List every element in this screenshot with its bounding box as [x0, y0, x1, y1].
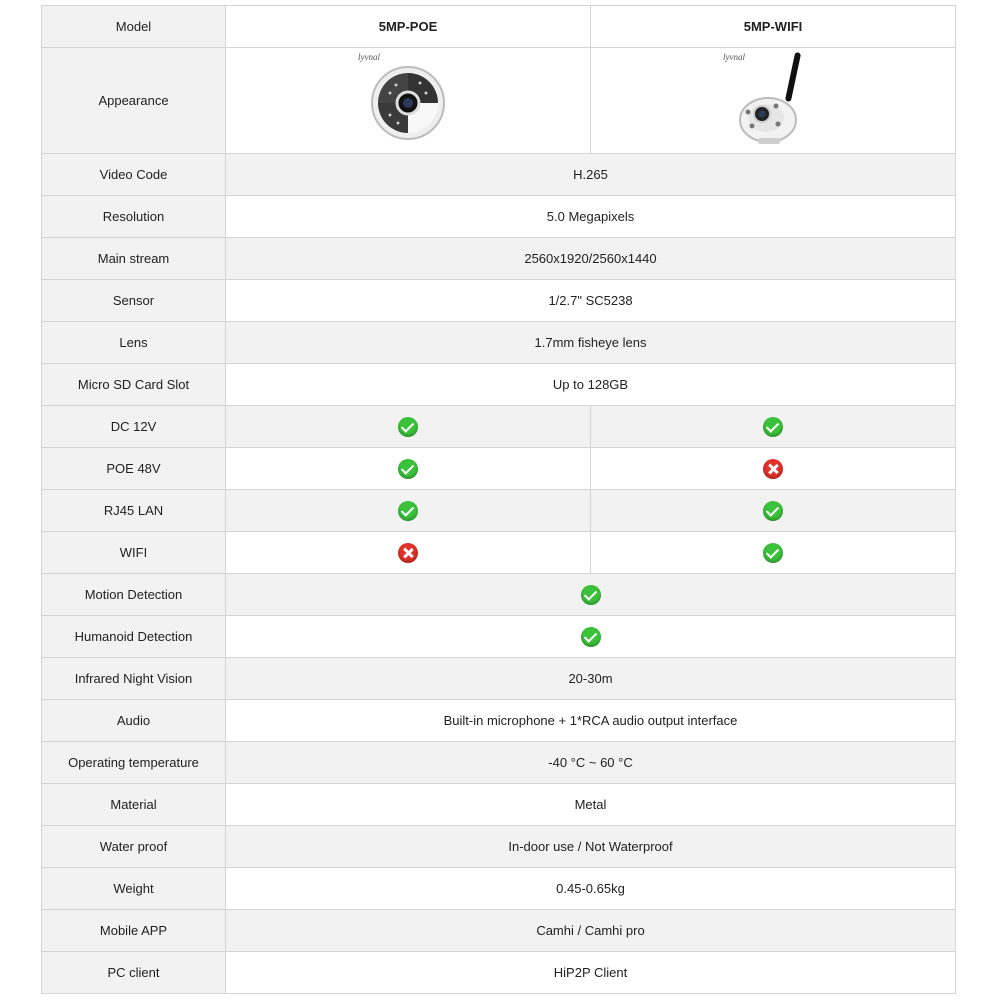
check-icon: [763, 417, 783, 437]
row-value: 1.7mm fisheye lens: [226, 322, 956, 364]
row-value: In-door use / Not Waterproof: [226, 826, 956, 868]
row-label: Audio: [42, 700, 226, 742]
spec-row-main-stream: [42, 238, 956, 280]
row-label: Operating temperature: [42, 742, 226, 784]
check-icon: [398, 459, 418, 479]
row-value: Metal: [226, 784, 956, 826]
row-label: DC 12V: [42, 406, 226, 448]
spec-row-rj45: [42, 490, 956, 532]
cross-icon: [398, 543, 418, 563]
row-value: HiP2P Client: [226, 952, 956, 994]
row-label: Video Code: [42, 154, 226, 196]
row-label: RJ45 LAN: [42, 490, 226, 532]
spec-row-op-temp: [42, 742, 956, 784]
appearance-poe: [226, 48, 591, 154]
cross-icon: [763, 459, 783, 479]
spec-row-sensor: [42, 280, 956, 322]
row-value: 5.0 Megapixels: [226, 196, 956, 238]
row-label: Lens: [42, 322, 226, 364]
row-value: H.265: [226, 154, 956, 196]
spec-row-resolution: [42, 196, 956, 238]
row-label: PC client: [42, 952, 226, 994]
row-label: Humanoid Detection: [42, 616, 226, 658]
cell-wifi: [591, 448, 956, 490]
spec-row-video-code: [42, 154, 956, 196]
spec-row-infrared: [42, 658, 956, 700]
check-icon: [763, 501, 783, 521]
spec-row-material: [42, 784, 956, 826]
cell-poe: [226, 406, 591, 448]
dome-fisheye-camera-icon: [368, 63, 448, 143]
brand-logo: lyvnal: [723, 52, 745, 62]
row-value: Camhi / Camhi pro: [226, 910, 956, 952]
spec-row-mobile-app: [42, 910, 956, 952]
row-value: [226, 616, 956, 658]
check-icon: [398, 501, 418, 521]
brand-logo: lyvnal: [358, 52, 380, 62]
model-poe: 5MP-POE: [226, 6, 591, 48]
spec-row-wifi: [42, 532, 956, 574]
row-value: Up to 128GB: [226, 364, 956, 406]
spec-row-motion: [42, 574, 956, 616]
spec-row-dc12v: [42, 406, 956, 448]
row-label: POE 48V: [42, 448, 226, 490]
appearance-label: Appearance: [42, 48, 226, 154]
cell-poe: [226, 532, 591, 574]
header-row: [42, 6, 956, 48]
check-icon: [581, 585, 601, 605]
spec-row-humanoid: [42, 616, 956, 658]
spec-row-audio: [42, 700, 956, 742]
spec-row-lens: [42, 322, 956, 364]
spec-row-poe48v: [42, 448, 956, 490]
row-label: Infrared Night Vision: [42, 658, 226, 700]
spec-row-waterproof: [42, 826, 956, 868]
model-label: Model: [42, 6, 226, 48]
row-value: 20-30m: [226, 658, 956, 700]
spec-table: [41, 5, 956, 994]
row-label: Weight: [42, 868, 226, 910]
row-value: 0.45-0.65kg: [226, 868, 956, 910]
check-icon: [398, 417, 418, 437]
row-value: Built-in microphone + 1*RCA audio output interface: [226, 700, 956, 742]
row-value: 2560x1920/2560x1440: [226, 238, 956, 280]
appearance-row: [42, 48, 956, 154]
row-label: Motion Detection: [42, 574, 226, 616]
appearance-wifi: [591, 48, 956, 154]
spec-row-pc-client: [42, 952, 956, 994]
check-icon: [581, 627, 601, 647]
row-label: Sensor: [42, 280, 226, 322]
cell-wifi: [591, 406, 956, 448]
spec-row-sd-slot: [42, 364, 956, 406]
row-label: Micro SD Card Slot: [42, 364, 226, 406]
row-label: Material: [42, 784, 226, 826]
cell-poe: [226, 448, 591, 490]
cell-wifi: [591, 490, 956, 532]
row-label: Main stream: [42, 238, 226, 280]
row-label: Resolution: [42, 196, 226, 238]
row-value: 1/2.7" SC5238: [226, 280, 956, 322]
row-label: Water proof: [42, 826, 226, 868]
cell-poe: [226, 490, 591, 532]
wifi-fisheye-camera-icon: [728, 50, 818, 150]
model-wifi: 5MP-WIFI: [591, 6, 956, 48]
row-label: WIFI: [42, 532, 226, 574]
row-value: [226, 574, 956, 616]
row-label: Mobile APP: [42, 910, 226, 952]
spec-row-weight: [42, 868, 956, 910]
check-icon: [763, 543, 783, 563]
row-value: -40 °C ~ 60 °C: [226, 742, 956, 784]
cell-wifi: [591, 532, 956, 574]
